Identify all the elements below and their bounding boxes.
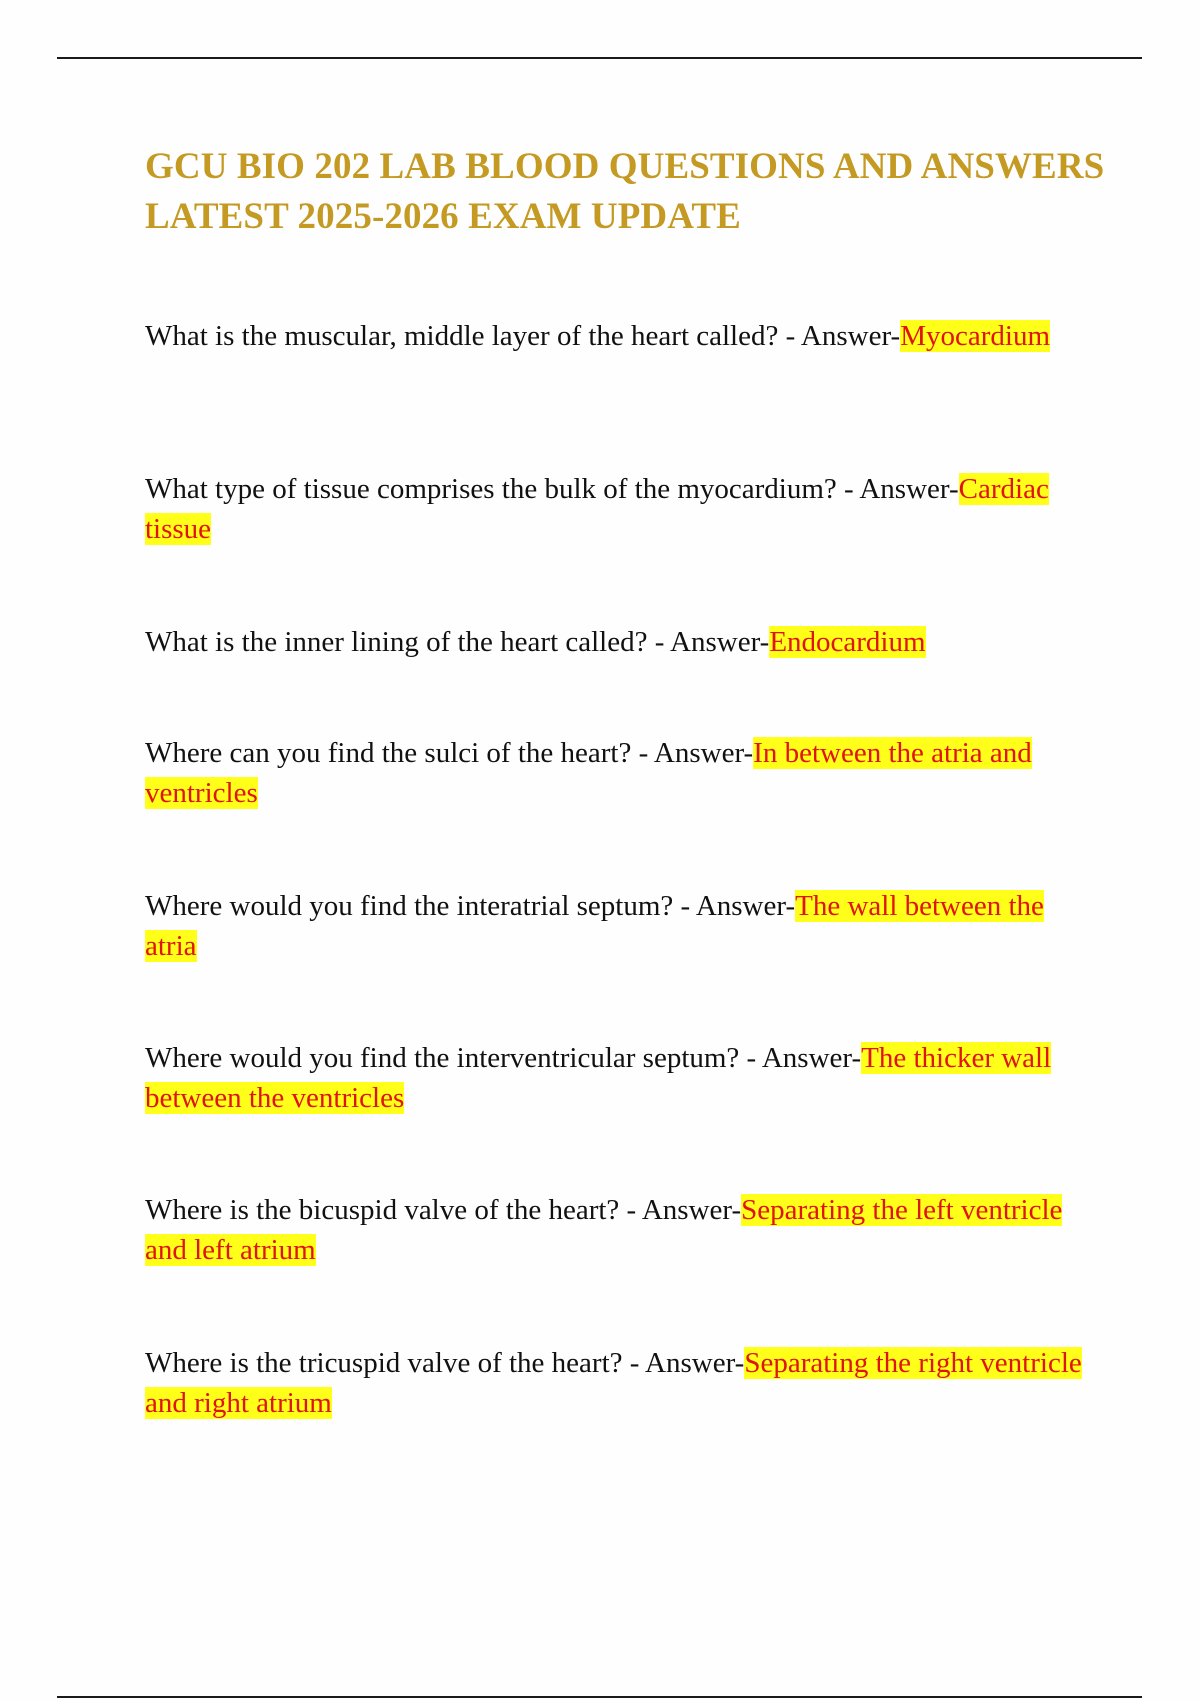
- question-text: Where would you find the interatrial septum? - Answer-: [145, 890, 796, 922]
- answer-text: Separating the left ventricle and left atrium: [145, 1194, 1063, 1266]
- qa-item: [145, 622, 1095, 662]
- question-text: What is the inner lining of the heart called? - Answer-: [145, 626, 770, 658]
- answer-text: The wall between the atria: [145, 890, 1044, 962]
- qa-item: [145, 469, 1095, 549]
- answer-text: In between the atria and ventricles: [145, 737, 1032, 809]
- answer-text: The thicker wall between the ventricles: [145, 1042, 1052, 1114]
- qa-item: [145, 886, 1095, 966]
- document-title: GCU BIO 202 LAB BLOOD QUESTIONS AND ANSWERS LATEST 2025-2026 EXAM UPDATE: [145, 146, 1105, 237]
- header-rule: [57, 57, 1142, 59]
- qa-item: [145, 1038, 1095, 1118]
- question-text: Where would you find the interventricular septum? - Answer-: [145, 1042, 862, 1074]
- footer-rule: [57, 1696, 1142, 1698]
- answer-text: Endocardium: [769, 626, 926, 658]
- answer-text: Cardiac tissue: [145, 473, 1049, 545]
- qa-item: [145, 316, 1095, 356]
- question-text: What type of tissue comprises the bulk of the myocardium? - Answer-: [145, 473, 959, 505]
- question-text: What is the muscular, middle layer of the heart called? - Answer-: [145, 320, 901, 352]
- question-text: Where can you find the sulci of the heart? - Answer-: [145, 737, 754, 769]
- answer-text: Separating the right ventricle and right atrium: [145, 1347, 1082, 1419]
- qa-item: [145, 733, 1095, 813]
- qa-item: [145, 1190, 1095, 1270]
- question-text: Where is the tricuspid valve of the heart? - Answer-: [145, 1347, 745, 1379]
- answer-text: Myocardium: [900, 320, 1051, 352]
- question-text: Where is the bicuspid valve of the heart? - Answer-: [145, 1194, 742, 1226]
- qa-item: [145, 1343, 1095, 1423]
